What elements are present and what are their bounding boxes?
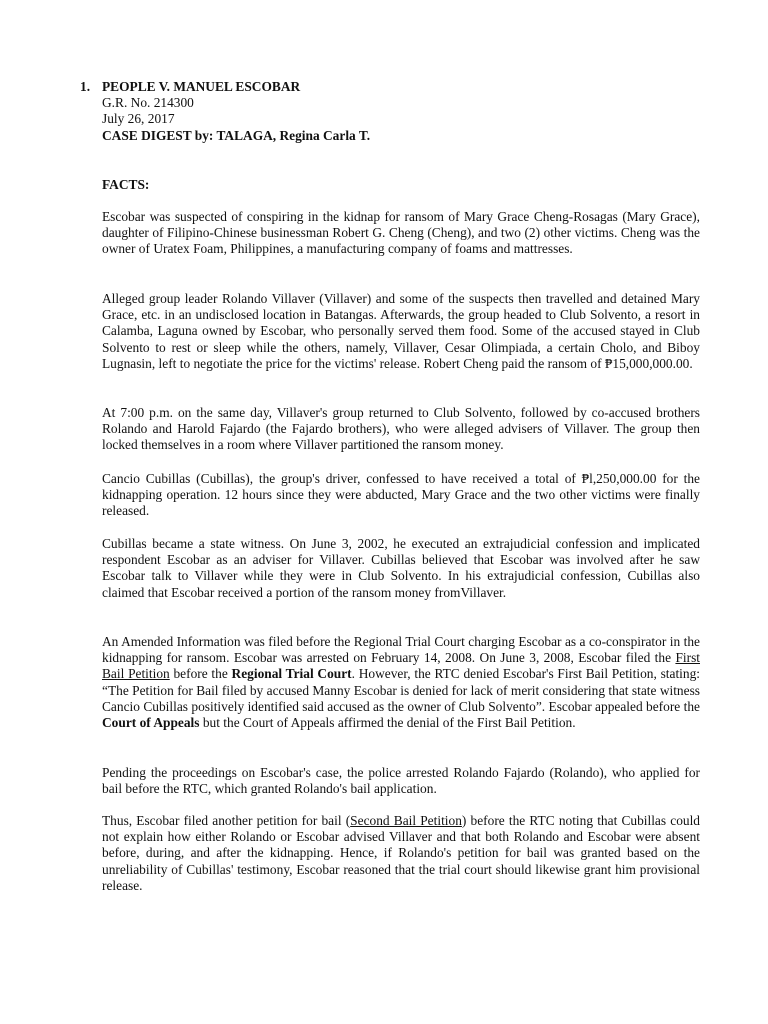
facts-paragraph-4: Cancio Cubillas (Cubillas), the group's driver, confessed to have received a total of ₱l,250,000.00 for the kidnapping operation. 12 hours since they were abducted, Mary Grace and the two other victims were finally released. <box>102 471 700 519</box>
case-date: July 26, 2017 <box>102 111 175 127</box>
second-bail-petition-term: Second Bail Petition <box>350 813 462 828</box>
p6-text-2: before the <box>169 666 232 682</box>
p6-text-3: . However, the RTC denied Escobar's First Bail Petition, stating: “The Petition for Bail filed by accused Manny Escobar is denied for lack of merit considering that state witness Cancio Cubillas positively identified said accused as the owner of Club Solvento”. Escobar appealed before the <box>102 666 700 714</box>
facts-paragraph-2: Alleged group leader Rolando Villaver (Villaver) and some of the suspects then travelled and detained Mary Grace, etc. in an undisclosed location in Batangas. Afterwards, the group headed to Club Solvento, a resort in Calamba, Laguna owned by Escobar, who personally served them food. Some of the accused stayed in Club Solvento to rest or sleep while the others, namely, Villaver, Cesar Olimpiada, a certain Cholo, and Biboy Lugnasin, left to negotiate the price for the victims' release. Robert Cheng paid the ransom of ₱15,000,000.00. <box>102 291 700 371</box>
case-title: PEOPLE V. MANUEL ESCOBAR <box>102 79 301 94</box>
facts-paragraph-1: Escobar was suspected of conspiring in the kidnap for ransom of Mary Grace Cheng-Rosagas (Mary Grace), daughter of Filipino-Chinese businessman Robert G. Cheng (Cheng), and two (2) other victims. Cheng was the owner of Uratex Foam, Philippines, a manufacturing company of foams and mattresses. <box>102 209 700 257</box>
p6-text-4: but the Court of Appeals affirmed the denial of the First Bail Petition. <box>199 715 576 731</box>
digest-author: TALAGA, Regina Carla T. <box>216 127 371 143</box>
digest-byline <box>80 128 700 144</box>
regional-trial-court-term: Regional Trial Court <box>231 666 352 682</box>
first-bail-petition-term: First Bail Petition <box>102 650 700 682</box>
facts-heading: FACTS: <box>102 177 150 192</box>
facts-paragraph-3: At 7:00 p.m. on the same day, Villaver's group returned to Club Solvento, followed by co-accused brothers Rolando and Harold Fajardo (the Fajardo brothers), who were alleged advisers of Villaver. The group then locked themselves in a room where Villaver partitioned the ransom money. <box>102 405 700 453</box>
case-number: 1. <box>80 79 91 94</box>
case-heading <box>80 79 700 144</box>
p8-text-2: ) before the RTC noting that Cubillas could not explain how either Rolando or Escobar advised Villaver and that both Rolando and Escobar were absent before, during, and after the kidnapping. Hence, if Rolando's petition for bail was granted based on the unreliability of Cubillas' testimony, Escobar reasoned that the trial court should likewise grant him provisional release. <box>102 813 701 893</box>
court-of-appeals-term: Court of Appeals <box>102 715 200 731</box>
facts-paragraph-7: Pending the proceedings on Escobar's case, the police arrested Rolando Fajardo (Rolando), who applied for bail before the RTC, which granted Rolando's bail application. <box>102 765 700 797</box>
p8-text-1: Thus, Escobar filed another petition for bail ( <box>102 813 351 828</box>
gr-number: G.R. No. 214300 <box>102 95 194 111</box>
case-title-line <box>80 79 700 95</box>
digest-label: CASE DIGEST by: <box>102 127 214 143</box>
p6-text-1: An Amended Information was filed before the Regional Trial Court charging Escobar as a co-conspirator in the kidnapping for ransom. Escobar was arrested on February 14, 2008. On June 3, 2008, Escobar filed the <box>102 634 700 666</box>
facts-paragraph-8 <box>102 813 700 894</box>
facts-paragraph-6 <box>102 634 700 731</box>
facts-paragraph-5: Cubillas became a state witness. On June 3, 2002, he executed an extrajudicial confession and implicated respondent Escobar as an adviser for Villaver. Cubillas believed that Escobar was involved after he saw Escobar talk to Villaver while they were in Club Solvento. In his extrajudicial confession, Cubillas also claimed that Escobar received a portion of the ransom money fromVillaver. <box>102 536 700 600</box>
